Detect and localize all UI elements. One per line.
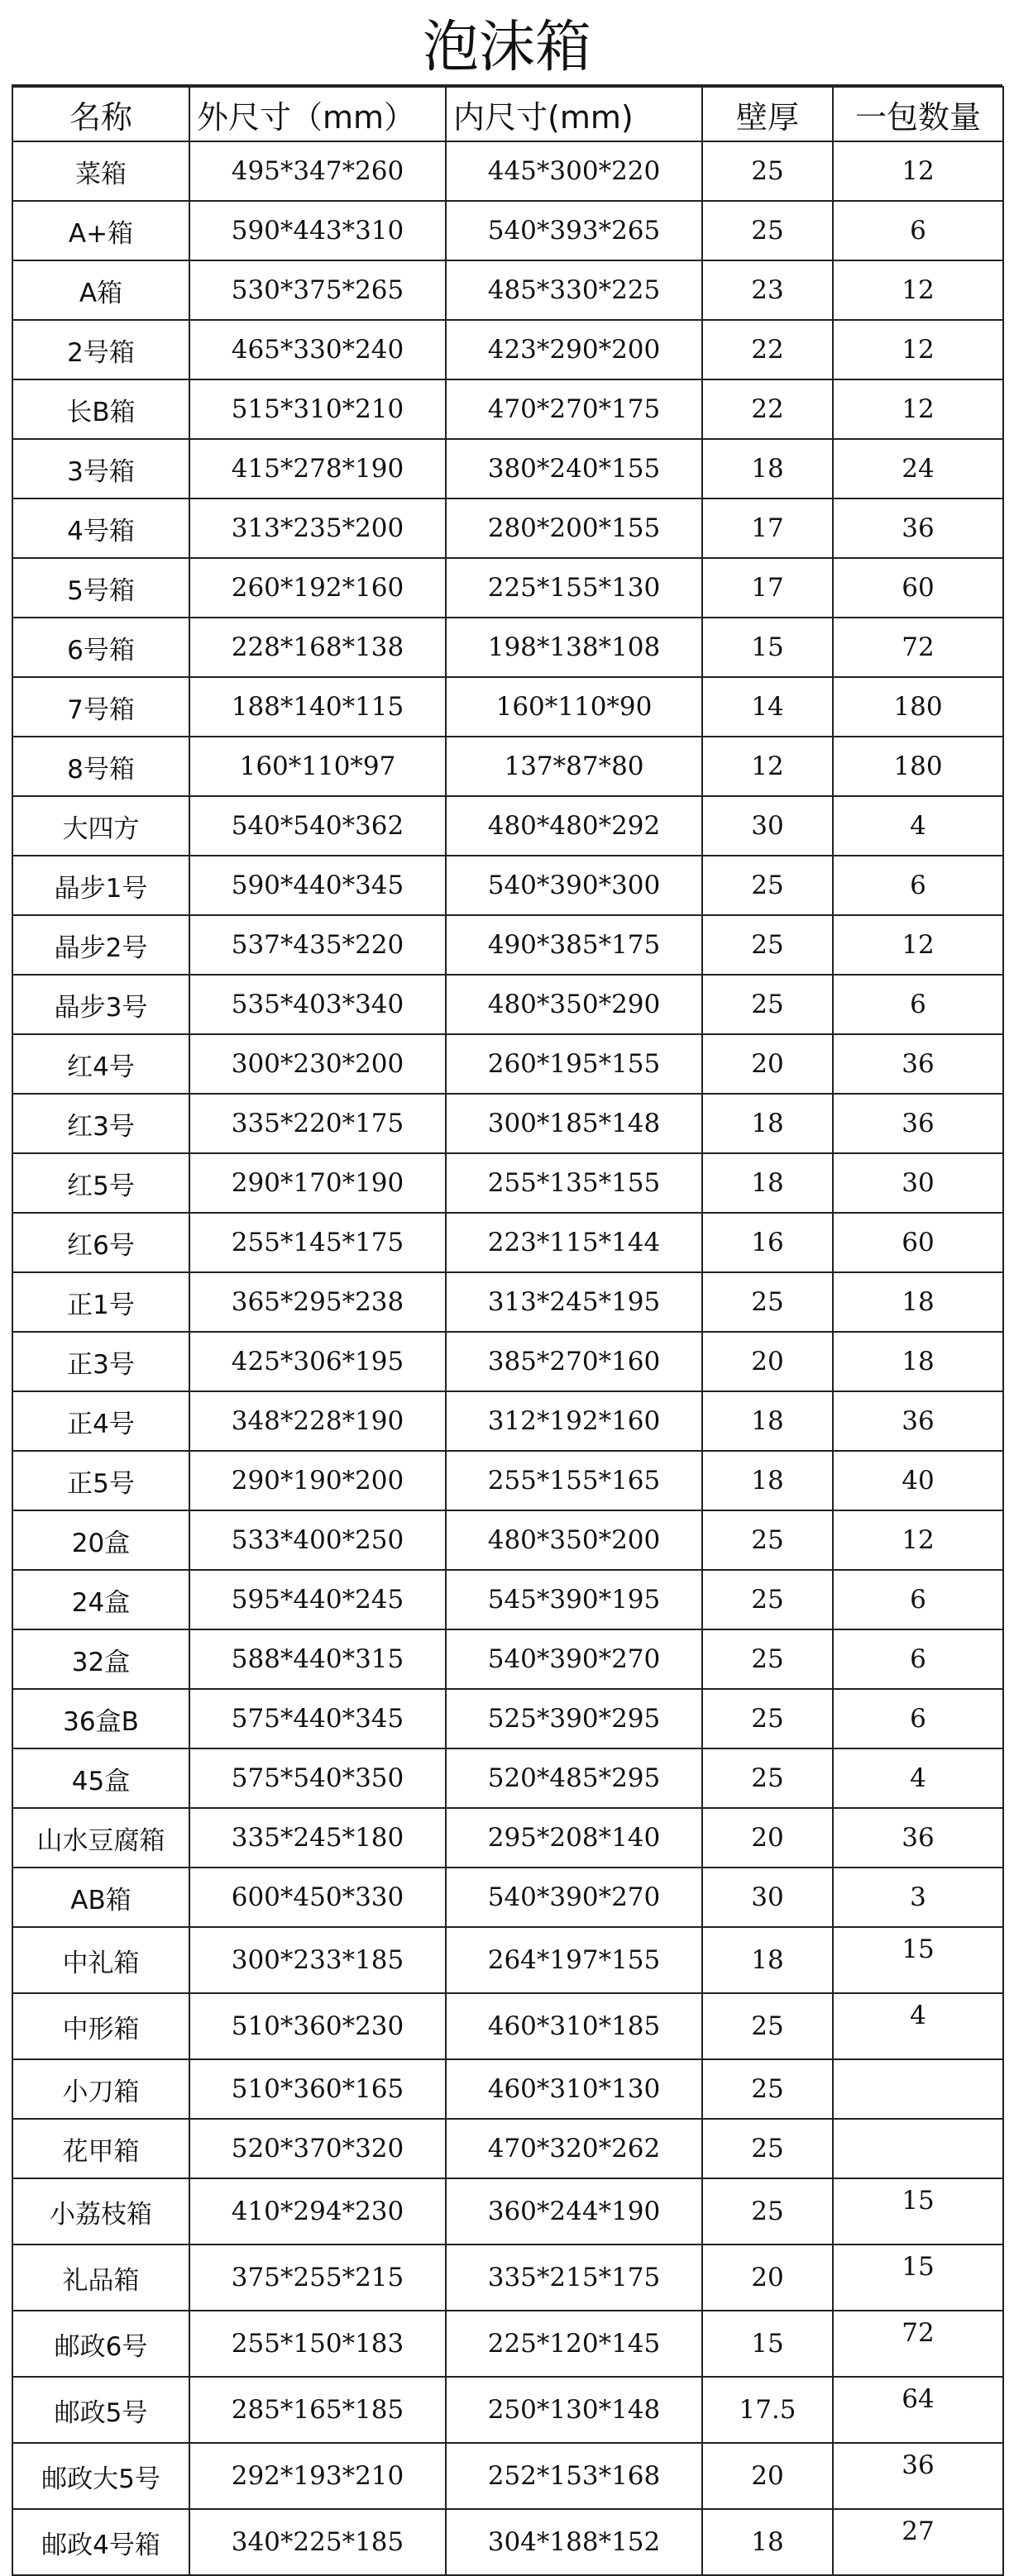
cell-wall-thickness: 25 (702, 1510, 833, 1570)
cell-inner-size: 385*270*160 (446, 1332, 702, 1391)
cell-outer-size: 575*440*345 (189, 1689, 446, 1748)
cell-inner-size: 470*270*175 (446, 379, 702, 439)
cell-outer-size: 590*443*310 (189, 201, 446, 260)
cell-wall-thickness: 17.5 (702, 2377, 833, 2443)
cell-outer-size: 375*255*215 (189, 2244, 446, 2311)
cell-outer-size: 600*450*330 (189, 1868, 446, 1927)
cell-inner-size: 264*197*155 (446, 1927, 702, 1993)
cell-wall-thickness: 25 (702, 975, 833, 1034)
cell-pack-quantity: 36 (833, 2443, 1003, 2509)
table-header (12, 87, 1003, 141)
cell-wall-thickness: 18 (702, 1927, 833, 1993)
cell-inner-size: 280*200*155 (446, 499, 702, 558)
cell-inner-size: 223*115*144 (446, 1213, 702, 1272)
cell-outer-size: 533*400*250 (189, 1510, 446, 1570)
cell-name: 8号箱 (12, 737, 189, 796)
cell-name: 20盒 (12, 1510, 189, 1570)
cell-inner-size: 470*320*262 (446, 2119, 702, 2178)
cell-wall-thickness: 25 (702, 1570, 833, 1629)
cell-name: 正5号 (12, 1451, 189, 1510)
cell-wall-thickness: 14 (702, 677, 833, 737)
cell-outer-size: 590*440*345 (189, 856, 446, 915)
table-row (12, 737, 1003, 796)
header-pack-quantity: 一包数量 (833, 87, 1003, 141)
cell-wall-thickness: 15 (702, 2311, 833, 2377)
cell-wall-thickness: 23 (702, 260, 833, 320)
cell-outer-size: 260*192*160 (189, 558, 446, 618)
table-row (12, 1391, 1003, 1451)
cell-pack-quantity: 15 (833, 1927, 1003, 1993)
cell-inner-size: 313*245*195 (446, 1272, 702, 1332)
cell-inner-size: 525*390*295 (446, 1689, 702, 1748)
cell-inner-size: 540*390*300 (446, 856, 702, 915)
cell-outer-size: 300*233*185 (189, 1927, 446, 1993)
table-row (12, 618, 1003, 677)
cell-inner-size: 312*192*160 (446, 1391, 702, 1451)
cell-inner-size: 300*185*148 (446, 1094, 702, 1153)
cell-wall-thickness: 20 (702, 2244, 833, 2311)
cell-name: 3号箱 (12, 439, 189, 499)
cell-name: 长B箱 (12, 379, 189, 439)
table-row (12, 1213, 1003, 1272)
table-row (12, 1993, 1003, 2059)
cell-wall-thickness: 30 (702, 796, 833, 856)
cell-wall-thickness: 25 (702, 1629, 833, 1689)
cell-inner-size: 460*310*185 (446, 1993, 702, 2059)
table-row (12, 1808, 1003, 1868)
cell-name: 小刀箱 (12, 2059, 189, 2119)
table-row (12, 1868, 1003, 1927)
cell-pack-quantity: 6 (833, 1689, 1003, 1748)
cell-wall-thickness: 25 (702, 2059, 833, 2119)
cell-inner-size: 304*188*152 (446, 2509, 702, 2575)
cell-pack-quantity: 180 (833, 737, 1003, 796)
cell-outer-size: 255*145*175 (189, 1213, 446, 1272)
cell-pack-quantity (833, 2119, 1003, 2178)
cell-name: 32盒 (12, 1629, 189, 1689)
cell-pack-quantity: 36 (833, 1808, 1003, 1868)
table-row (12, 558, 1003, 618)
cell-name: 礼品箱 (12, 2244, 189, 2311)
table-row (12, 1570, 1003, 1629)
cell-wall-thickness: 16 (702, 1213, 833, 1272)
cell-name: 晶步1号 (12, 856, 189, 915)
table-row (12, 1748, 1003, 1808)
cell-name: A+箱 (12, 201, 189, 260)
header-row (12, 87, 1003, 141)
header-wall-thickness: 壁厚 (702, 87, 833, 141)
spreadsheet (12, 12, 1002, 2576)
cell-inner-size: 225*155*130 (446, 558, 702, 618)
table-row (12, 201, 1003, 260)
cell-outer-size: 335*220*175 (189, 1094, 446, 1153)
cell-pack-quantity: 24 (833, 439, 1003, 499)
cell-outer-size: 530*375*265 (189, 260, 446, 320)
cell-wall-thickness: 25 (702, 1689, 833, 1748)
cell-pack-quantity: 72 (833, 2311, 1003, 2377)
cell-pack-quantity: 12 (833, 320, 1003, 379)
cell-inner-size: 445*300*220 (446, 141, 702, 201)
cell-inner-size: 137*87*80 (446, 737, 702, 796)
cell-name: 正3号 (12, 1332, 189, 1391)
table-row (12, 2119, 1003, 2178)
cell-name: 邮政4号箱 (12, 2509, 189, 2575)
cell-inner-size: 160*110*90 (446, 677, 702, 737)
header-name: 名称 (12, 87, 189, 141)
cell-wall-thickness: 17 (702, 558, 833, 618)
cell-pack-quantity: 12 (833, 141, 1003, 201)
table-row (12, 677, 1003, 737)
product-table (12, 86, 1004, 2576)
cell-wall-thickness: 18 (702, 1153, 833, 1213)
table-row (12, 1629, 1003, 1689)
table-row (12, 1153, 1003, 1213)
cell-wall-thickness: 17 (702, 499, 833, 558)
cell-outer-size: 540*540*362 (189, 796, 446, 856)
table-row (12, 1094, 1003, 1153)
cell-inner-size: 490*385*175 (446, 915, 702, 975)
cell-wall-thickness: 12 (702, 737, 833, 796)
cell-name: 红5号 (12, 1153, 189, 1213)
cell-wall-thickness: 20 (702, 2443, 833, 2509)
cell-wall-thickness: 25 (702, 1748, 833, 1808)
cell-pack-quantity: 4 (833, 1748, 1003, 1808)
cell-pack-quantity: 4 (833, 1993, 1003, 2059)
cell-name: 花甲箱 (12, 2119, 189, 2178)
cell-pack-quantity: 72 (833, 618, 1003, 677)
cell-name: 红3号 (12, 1094, 189, 1153)
cell-outer-size: 595*440*245 (189, 1570, 446, 1629)
table-row (12, 2509, 1003, 2575)
cell-outer-size: 465*330*240 (189, 320, 446, 379)
cell-wall-thickness: 25 (702, 915, 833, 975)
cell-pack-quantity: 6 (833, 1570, 1003, 1629)
cell-name: 正4号 (12, 1391, 189, 1451)
cell-name: AB箱 (12, 1868, 189, 1927)
cell-outer-size: 520*370*320 (189, 2119, 446, 2178)
cell-outer-size: 425*306*195 (189, 1332, 446, 1391)
cell-inner-size: 423*290*200 (446, 320, 702, 379)
cell-pack-quantity: 36 (833, 1034, 1003, 1094)
cell-outer-size: 495*347*260 (189, 141, 446, 201)
cell-pack-quantity: 4 (833, 796, 1003, 856)
cell-name: 4号箱 (12, 499, 189, 558)
cell-outer-size: 335*245*180 (189, 1808, 446, 1868)
cell-name: 5号箱 (12, 558, 189, 618)
cell-name: 红6号 (12, 1213, 189, 1272)
cell-inner-size: 480*350*290 (446, 975, 702, 1034)
cell-inner-size: 540*390*270 (446, 1629, 702, 1689)
table-row (12, 499, 1003, 558)
cell-wall-thickness: 22 (702, 379, 833, 439)
cell-name: 邮政5号 (12, 2377, 189, 2443)
cell-pack-quantity: 15 (833, 2244, 1003, 2311)
cell-name: 中礼箱 (12, 1927, 189, 1993)
cell-inner-size: 485*330*225 (446, 260, 702, 320)
cell-pack-quantity: 40 (833, 1451, 1003, 1510)
cell-name: 24盒 (12, 1570, 189, 1629)
table-row (12, 260, 1003, 320)
table-row (12, 1927, 1003, 1993)
cell-pack-quantity: 18 (833, 1332, 1003, 1391)
header-inner-size: 内尺寸(mm) (446, 87, 702, 141)
cell-pack-quantity: 36 (833, 1391, 1003, 1451)
cell-name: 邮政6号 (12, 2311, 189, 2377)
cell-name: 小荔枝箱 (12, 2178, 189, 2244)
cell-pack-quantity: 6 (833, 975, 1003, 1034)
table-row (12, 141, 1003, 201)
cell-outer-size: 255*150*183 (189, 2311, 446, 2377)
cell-outer-size: 228*168*138 (189, 618, 446, 677)
cell-inner-size: 335*215*175 (446, 2244, 702, 2311)
table-row (12, 975, 1003, 1034)
cell-wall-thickness: 25 (702, 201, 833, 260)
cell-outer-size: 537*435*220 (189, 915, 446, 975)
cell-inner-size: 250*130*148 (446, 2377, 702, 2443)
cell-wall-thickness: 15 (702, 618, 833, 677)
cell-pack-quantity: 36 (833, 499, 1003, 558)
cell-pack-quantity: 12 (833, 379, 1003, 439)
cell-inner-size: 380*240*155 (446, 439, 702, 499)
cell-pack-quantity: 30 (833, 1153, 1003, 1213)
table-row (12, 2059, 1003, 2119)
cell-wall-thickness: 22 (702, 320, 833, 379)
cell-inner-size: 252*153*168 (446, 2443, 702, 2509)
table-row (12, 2244, 1003, 2311)
cell-pack-quantity: 27 (833, 2509, 1003, 2575)
cell-outer-size: 510*360*230 (189, 1993, 446, 2059)
cell-name: 菜箱 (12, 141, 189, 201)
cell-pack-quantity: 6 (833, 201, 1003, 260)
sheet-title: 泡沫箱 (12, 12, 1002, 86)
cell-pack-quantity: 18 (833, 1272, 1003, 1332)
table-row (12, 2178, 1003, 2244)
cell-outer-size: 188*140*115 (189, 677, 446, 737)
cell-outer-size: 292*193*210 (189, 2443, 446, 2509)
cell-pack-quantity: 180 (833, 677, 1003, 737)
cell-name: 6号箱 (12, 618, 189, 677)
cell-pack-quantity (833, 2059, 1003, 2119)
cell-outer-size: 575*540*350 (189, 1748, 446, 1808)
cell-wall-thickness: 18 (702, 2509, 833, 2575)
cell-outer-size: 535*403*340 (189, 975, 446, 1034)
cell-wall-thickness: 20 (702, 1332, 833, 1391)
cell-outer-size: 410*294*230 (189, 2178, 446, 2244)
table-row (12, 2311, 1003, 2377)
cell-wall-thickness: 20 (702, 1808, 833, 1868)
table-row (12, 1451, 1003, 1510)
table-row (12, 320, 1003, 379)
cell-inner-size: 260*195*155 (446, 1034, 702, 1094)
cell-name: 7号箱 (12, 677, 189, 737)
table-row (12, 915, 1003, 975)
cell-outer-size: 515*310*210 (189, 379, 446, 439)
cell-wall-thickness: 25 (702, 2178, 833, 2244)
cell-name: 正1号 (12, 1272, 189, 1332)
cell-pack-quantity: 36 (833, 1094, 1003, 1153)
cell-pack-quantity: 15 (833, 2178, 1003, 2244)
table-row (12, 796, 1003, 856)
cell-inner-size: 255*135*155 (446, 1153, 702, 1213)
table-row (12, 1272, 1003, 1332)
cell-inner-size: 480*480*292 (446, 796, 702, 856)
cell-wall-thickness: 25 (702, 2119, 833, 2178)
cell-inner-size: 360*244*190 (446, 2178, 702, 2244)
cell-outer-size: 588*440*315 (189, 1629, 446, 1689)
cell-wall-thickness: 18 (702, 1094, 833, 1153)
cell-wall-thickness: 25 (702, 1272, 833, 1332)
table-row (12, 1689, 1003, 1748)
cell-inner-size: 295*208*140 (446, 1808, 702, 1868)
table-row (12, 856, 1003, 915)
cell-inner-size: 480*350*200 (446, 1510, 702, 1570)
cell-pack-quantity: 3 (833, 1868, 1003, 1927)
cell-wall-thickness: 25 (702, 856, 833, 915)
cell-outer-size: 365*295*238 (189, 1272, 446, 1332)
cell-wall-thickness: 30 (702, 1868, 833, 1927)
cell-inner-size: 255*155*165 (446, 1451, 702, 1510)
cell-outer-size: 285*165*185 (189, 2377, 446, 2443)
cell-pack-quantity: 12 (833, 915, 1003, 975)
cell-wall-thickness: 18 (702, 439, 833, 499)
cell-wall-thickness: 25 (702, 1993, 833, 2059)
cell-outer-size: 290*190*200 (189, 1451, 446, 1510)
table-row (12, 1332, 1003, 1391)
cell-pack-quantity: 12 (833, 260, 1003, 320)
table-row (12, 2443, 1003, 2509)
cell-outer-size: 290*170*190 (189, 1153, 446, 1213)
cell-outer-size: 300*230*200 (189, 1034, 446, 1094)
cell-name: 36盒B (12, 1689, 189, 1748)
cell-pack-quantity: 6 (833, 856, 1003, 915)
header-outer-size: 外尺寸（mm） (189, 87, 446, 141)
cell-pack-quantity: 64 (833, 2377, 1003, 2443)
cell-inner-size: 198*138*108 (446, 618, 702, 677)
cell-name: 中形箱 (12, 1993, 189, 2059)
table-row (12, 379, 1003, 439)
cell-name: 大四方 (12, 796, 189, 856)
cell-name: 山水豆腐箱 (12, 1808, 189, 1868)
cell-name: 邮政大5号 (12, 2443, 189, 2509)
cell-wall-thickness: 20 (702, 1034, 833, 1094)
cell-outer-size: 160*110*97 (189, 737, 446, 796)
cell-pack-quantity: 12 (833, 1510, 1003, 1570)
cell-pack-quantity: 60 (833, 1213, 1003, 1272)
cell-name: 45盒 (12, 1748, 189, 1808)
cell-name: 晶步3号 (12, 975, 189, 1034)
cell-name: 红4号 (12, 1034, 189, 1094)
cell-outer-size: 510*360*165 (189, 2059, 446, 2119)
cell-inner-size: 225*120*145 (446, 2311, 702, 2377)
cell-wall-thickness: 25 (702, 141, 833, 201)
cell-name: A箱 (12, 260, 189, 320)
table-row (12, 1510, 1003, 1570)
table-body (12, 141, 1003, 2575)
cell-inner-size: 540*390*270 (446, 1868, 702, 1927)
cell-outer-size: 313*235*200 (189, 499, 446, 558)
table-row (12, 439, 1003, 499)
cell-inner-size: 545*390*195 (446, 1570, 702, 1629)
table-row (12, 1034, 1003, 1094)
cell-wall-thickness: 18 (702, 1391, 833, 1451)
cell-inner-size: 520*485*295 (446, 1748, 702, 1808)
cell-name: 晶步2号 (12, 915, 189, 975)
cell-outer-size: 340*225*185 (189, 2509, 446, 2575)
cell-pack-quantity: 6 (833, 1629, 1003, 1689)
table-row (12, 2377, 1003, 2443)
cell-wall-thickness: 18 (702, 1451, 833, 1510)
cell-inner-size: 460*310*130 (446, 2059, 702, 2119)
cell-pack-quantity: 60 (833, 558, 1003, 618)
cell-inner-size: 540*393*265 (446, 201, 702, 260)
cell-outer-size: 348*228*190 (189, 1391, 446, 1451)
cell-outer-size: 415*278*190 (189, 439, 446, 499)
cell-name: 2号箱 (12, 320, 189, 379)
